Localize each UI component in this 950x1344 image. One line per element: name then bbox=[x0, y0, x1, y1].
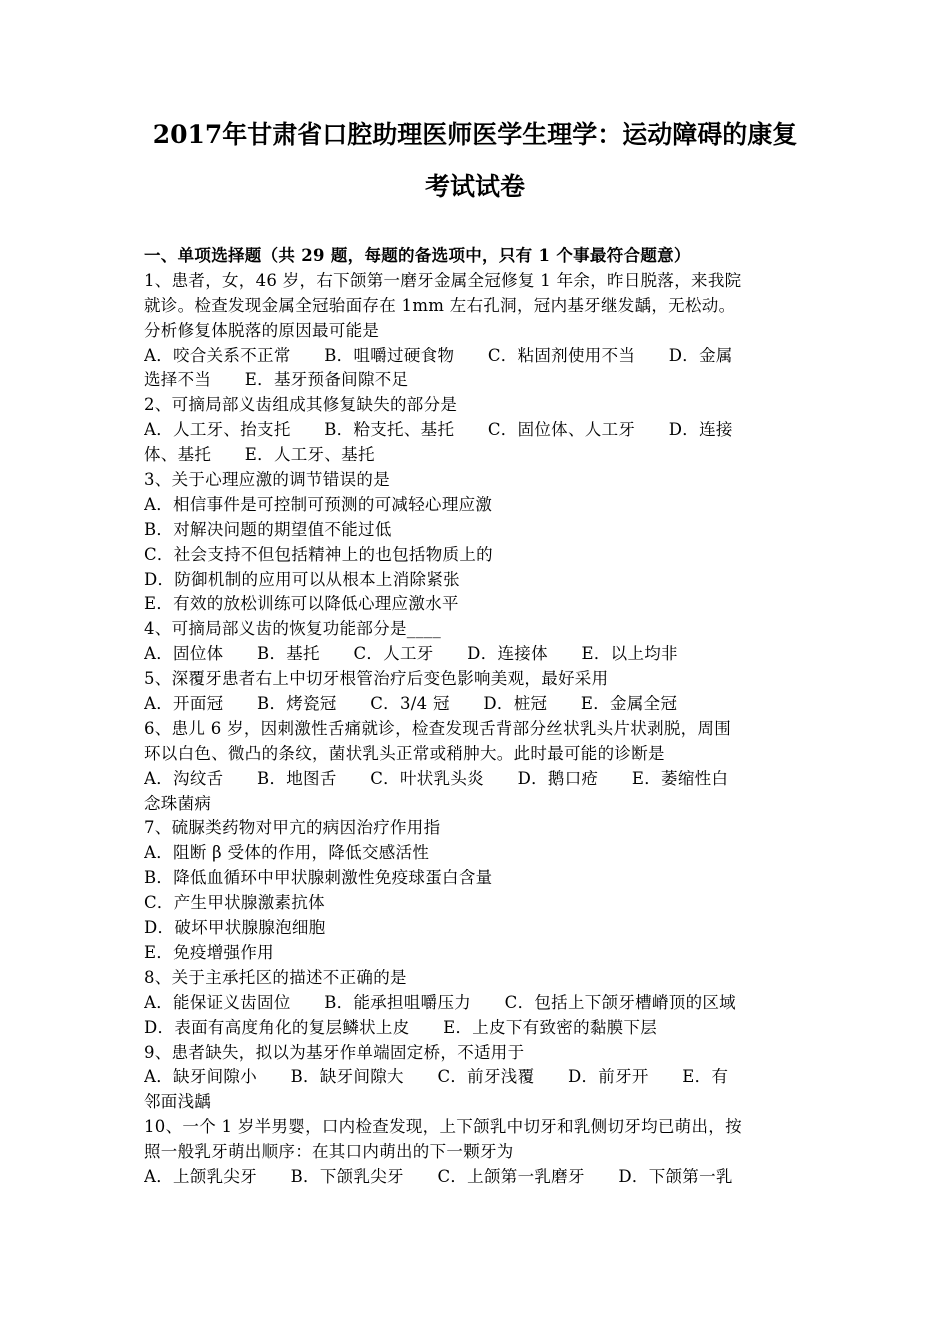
text-line: 3、关于心理应激的调节错误的是 bbox=[144, 470, 390, 490]
text-line: A．人工牙、抬支托 B．粭支托、基托 C．固位体、人工牙 D．连接 bbox=[144, 420, 733, 440]
text-line: C．社会支持不但包括精神上的也包括物质上的 bbox=[144, 544, 493, 564]
text-line: 邻面浅龋 bbox=[144, 1092, 212, 1112]
text-line: A．固位体 B．基托 C．人工牙 D．连接体 E．以上均非 bbox=[144, 644, 678, 664]
text-line: E．有效的放松训练可以降低心理应激水平 bbox=[144, 594, 459, 614]
text-line: D．破坏甲状腺腺泡细胞 bbox=[144, 918, 326, 938]
text-line: 照一般乳牙萌出顺序：在其口内萌出的下一颗牙为 bbox=[144, 1142, 514, 1162]
question-lines bbox=[144, 269, 810, 1190]
text-line: 环以白色、微凸的条纹，菌状乳头正常或稍肿大。此时最可能的诊断是 bbox=[144, 743, 665, 763]
text-line: A．缺牙间隙小 B．缺牙间隙大 C．前牙浅覆 D．前牙开 E．有 bbox=[144, 1067, 729, 1087]
section-heading: 一、单项选择题（共 29 题，每题的备选项中，只有 1 个事最符合题意） bbox=[144, 246, 691, 265]
text-line: D．防御机制的应用可以从根本上消除紧张 bbox=[144, 569, 460, 589]
text-line: 就诊。检查发现金属全冠骀面存在 1mm 左右孔洞，冠内基牙继发龋，无松动。 bbox=[144, 295, 736, 315]
text-line: 选择不当 E．基牙预备间隙不足 bbox=[144, 370, 409, 390]
text-line: C．产生甲状腺激素抗体 bbox=[144, 893, 325, 913]
text-line: B．降低血循环中甲状腺刺激性免疫球蛋白含量 bbox=[144, 868, 493, 888]
text-line: B．对解决问题的期望值不能过低 bbox=[144, 519, 392, 539]
text-line: E．免疫增强作用 bbox=[144, 942, 274, 962]
text-line: A．相信事件是可控制可预测的可减轻心理应激 bbox=[144, 494, 493, 514]
text-line: 8、关于主承托区的描述不正确的是 bbox=[144, 967, 407, 987]
document-title-line-2: 考试试卷 bbox=[424, 172, 525, 201]
document-body bbox=[144, 244, 810, 1190]
text-line: 5、深覆牙患者右上中切牙根管治疗后变色影响美观，最好采用 bbox=[144, 669, 609, 689]
text-line: A．开面冠 B．烤瓷冠 C．3/4 冠 D．桩冠 E．金属全冠 bbox=[144, 694, 678, 714]
text-line: A．沟纹舌 B．地图舌 C．叶状乳头炎 D．鹅口疮 E．萎缩性白 bbox=[144, 768, 729, 788]
text-line: 7、硫脲类药物对甲亢的病因治疗作用指 bbox=[144, 818, 441, 838]
text-line: A．能保证义齿固位 B．能承担咀嚼压力 C．包括上下颌牙槽嵴顶的区域 bbox=[144, 992, 736, 1012]
text-line: A．咬合关系不正常 B．咀嚼过硬食物 C．粘固剂使用不当 D．金属 bbox=[144, 345, 733, 365]
text-line: 体、基托 E．人工牙、基托 bbox=[144, 445, 375, 465]
text-line: D．表面有高度角化的复层鳞状上皮 E．上皮下有致密的黏膜下层 bbox=[144, 1017, 658, 1037]
text-line: 2、可摘局部义齿组成其修复缺失的部分是 bbox=[144, 395, 458, 415]
text-line: A．阻断 β 受体的作用，降低交感活性 bbox=[144, 843, 430, 863]
text-line: 9、患者缺失，拟以为基牙作单端固定桥，不适用于 bbox=[144, 1042, 525, 1062]
text-line: 10、一个 1 岁半男婴，口内检查发现，上下颌乳中切牙和乳侧切牙均已萌出，按 bbox=[144, 1117, 742, 1137]
text-line: A．上颌乳尖牙 B．下颌乳尖牙 C．上颌第一乳磨牙 D．下颌第一乳 bbox=[144, 1166, 733, 1186]
text-line: 分析修复体脱落的原因最可能是 bbox=[144, 320, 380, 340]
text-line: 念珠菌病 bbox=[144, 793, 212, 813]
document-title-line-1: 2017年甘肃省口腔助理医师医学生理学：运动障碍的康复 bbox=[152, 120, 798, 149]
text-line: 4、可摘局部义齿的恢复功能部分是____ bbox=[144, 619, 441, 639]
text-line: 6、患儿 6 岁，因刺激性舌痛就诊，检查发现舌背部分丝状乳头片状剥脱，周围 bbox=[144, 718, 732, 738]
text-line: 1、患者，女，46 岁，右下颌第一磨牙金属全冠修复 1 年余，昨日脱落，来我院 bbox=[144, 270, 742, 290]
